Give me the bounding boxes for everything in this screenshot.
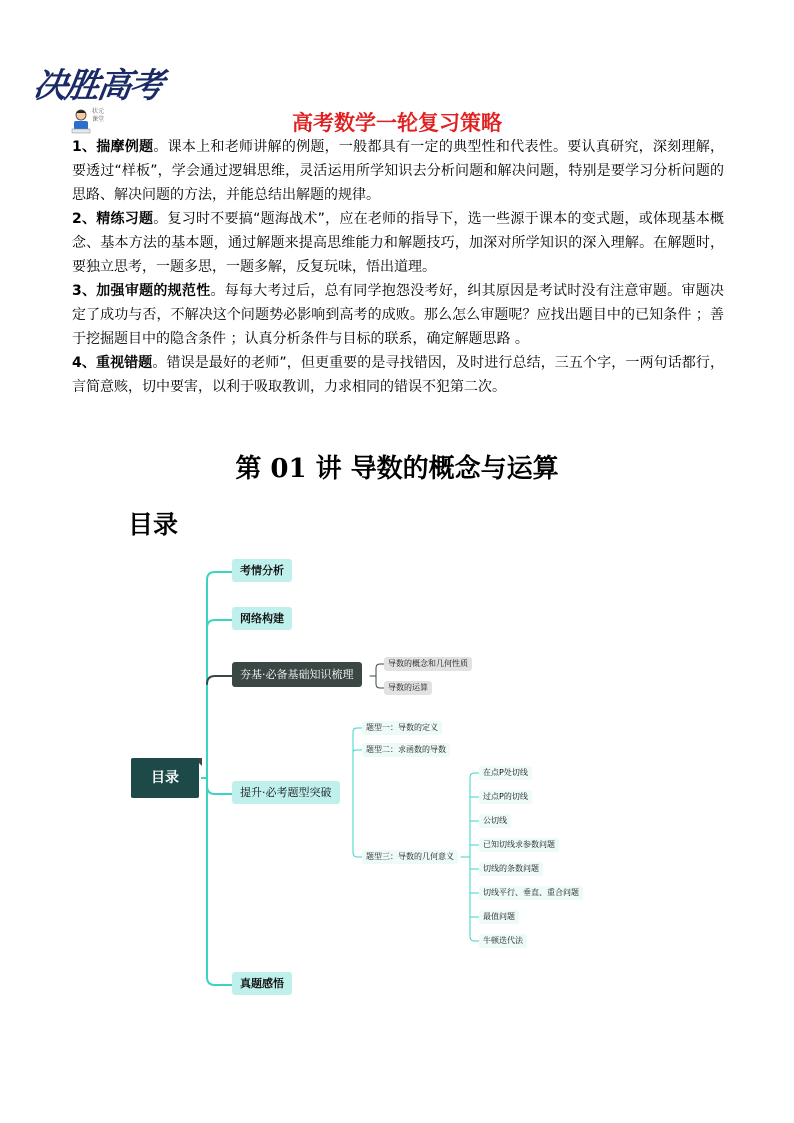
connector-tisheng-types [353,728,362,857]
connector-hangji [207,676,232,684]
lecture-title: 第 01 讲 导数的概念与运算 [235,454,559,484]
branch-wangluo-goujian[interactable]: 网络构建 [232,607,292,630]
hangji-child-2[interactable]: 导数的运算 [384,681,432,695]
type3-item-3[interactable]: 公切线 [479,814,511,828]
type-2[interactable]: 题型二：求函数的导数 [362,743,450,757]
logo-sub-line2: 课堂 [92,116,105,123]
paragraph-4-body: 。错误是最好的老师”，但更重要的是寻找错因，及时进行总结，三五个字，一两句话都行，言简意赅，切中要害，以利于吸取教训，力求相同的错误不犯第二次。 [72,355,724,395]
connector-hangji-children [370,664,384,688]
branch-zhenti-ganwu[interactable]: 真题感悟 [232,972,292,995]
branch-kaoqing-fenxi[interactable]: 考情分析 [232,559,292,582]
type3-item-2[interactable]: 过点P的切线 [479,790,532,804]
type3-item-6[interactable]: 切线平行、垂直、重合问题 [479,886,583,900]
logo-sub-line1: 状元 [92,108,105,115]
document-title: 高考数学一轮复习策略 [292,111,502,135]
type3-item-4[interactable]: 已知切线求参数问题 [479,838,559,852]
branch-tisheng[interactable]: 提升·必考题型突破 [232,781,340,804]
logo-text: 决胜高考 [30,66,165,106]
paragraph-2-body: 。复习时不要搞“题海战术”，应在老师的指导下，选一些源于课本的变式题，或体现基本概念、基本方法的基本题，通过解题来提高思维能力和解题技巧，加深对所学知识的深入理解。在解题时，要独立思考，一题多思，一题多解，反复玩味，悟出道理。 [72,211,724,275]
type3-item-8[interactable]: 牛顿迭代法 [479,934,527,948]
paragraph-3-lead: 3、加强审题的规范性 [72,283,211,299]
paragraph-4-lead: 4、重视错题 [72,355,153,371]
mindmap-root[interactable]: 目录 [131,758,199,798]
type3-item-5[interactable]: 切线的条数问题 [479,862,543,876]
branch-hangji[interactable]: 夯基·必备基础知识梳理 [232,662,362,687]
paragraph-1-body: 。课本上和老师讲解的例题，一般都具有一定的典型性和代表性。要认真研究，深刻理解，要透过“样板”，学会通过逻辑思维，灵活运用所学知识去分析问题和解决问题，特别是要学习分析问题的思路、解决问题的方法，并能总结出解题的规律。 [72,139,724,203]
type3-item-1[interactable]: 在点P处切线 [479,766,532,780]
connector-zhenti [207,778,232,985]
toc-heading: 目录 [128,510,179,539]
paragraph-2-lead: 2、精练习题 [72,211,154,227]
paragraph-1-lead: 1、揣摩例题 [72,139,154,155]
connector-type3-items [461,773,479,941]
paragraph-3-body: 。每每大考过后，总有同学抱怨没考好，纠其原因是考试时没有注意审题。审题决定了成功与否，不解决这个问题势必影响到高考的成败。那么怎么审题呢？应找出题目中的已知条件 ；善于挖掘题目中的隐含条件 ；认真分析条件与目标的联系，确定解题思路 。 [72,283,724,347]
hangji-child-1[interactable]: 导数的概念和几何性质 [384,657,472,671]
type3-item-7[interactable]: 最值问题 [479,910,519,924]
connector-wangluo [207,620,232,628]
type-3[interactable]: 题型三：导数的几何意义 [362,850,458,864]
type-1[interactable]: 题型一：导数的定义 [362,721,442,735]
